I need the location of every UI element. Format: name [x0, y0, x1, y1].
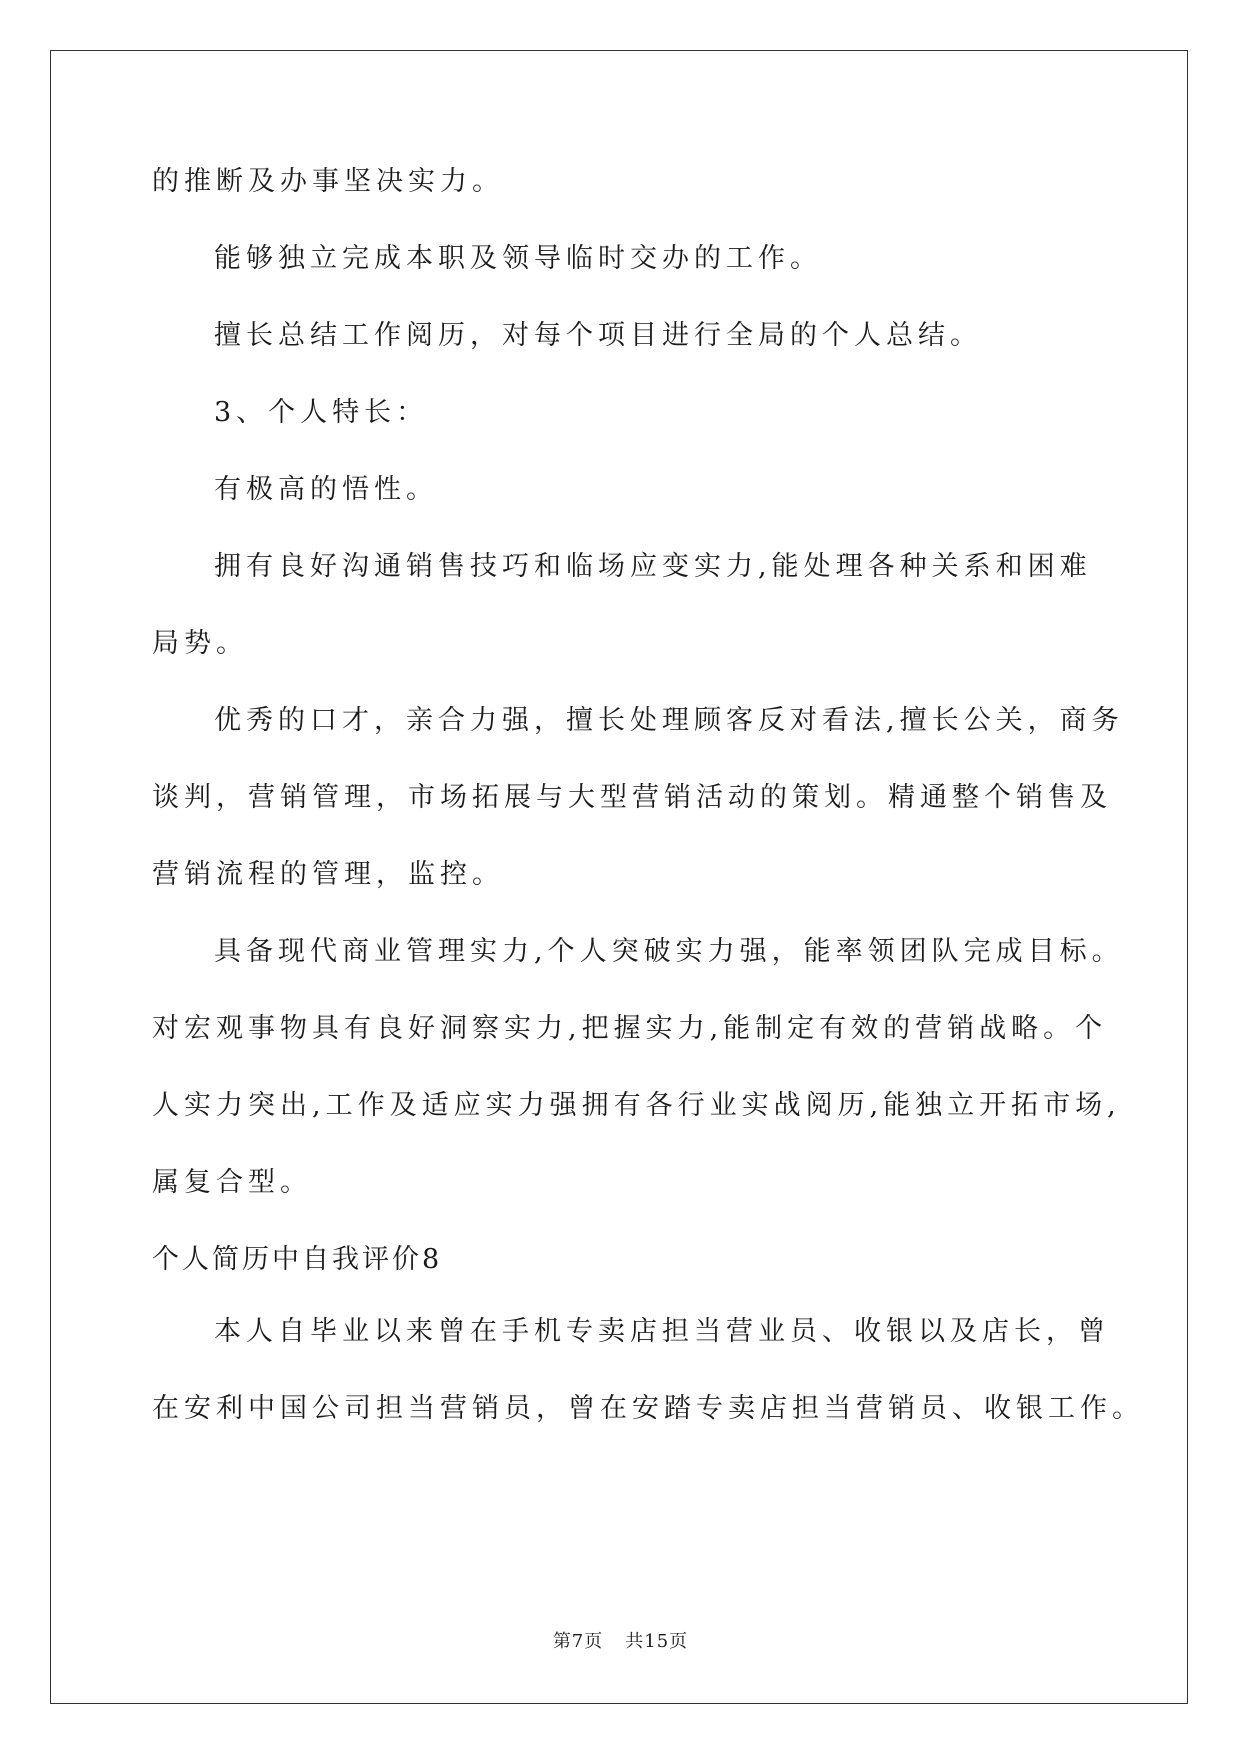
paragraph-line: 具备现代商业管理实力,个人突破实力强，能率领团队完成目标。 [214, 936, 1124, 967]
page-number: 第7页 [552, 1631, 604, 1652]
paragraph-line: 属复合型。 [152, 1167, 312, 1198]
paragraph-line: 优秀的口才，亲合力强，擅长处理顾客反对看法,擅长公关，商务 [214, 705, 1124, 736]
paragraph-line: 营销流程的管理，监控。 [152, 859, 504, 890]
paragraph-line: 有极高的悟性。 [214, 474, 438, 505]
paragraph-line: 拥有良好沟通销售技巧和临场应变实力,能处理各种关系和困难 [214, 551, 1092, 582]
paragraph-line: 本人自毕业以来曾在手机专卖店担当营业员、收银以及店长，曾 [214, 1316, 1110, 1347]
paragraph-line: 擅长总结工作阅历，对每个项目进行全局的个人总结。 [214, 320, 982, 351]
paragraph-line: 对宏观事物具有良好洞察实力,把握实力,能制定有效的营销战略。个 [152, 1013, 1108, 1044]
section-heading: 3、个人特长： [214, 397, 429, 428]
page-total: 共15页 [625, 1631, 689, 1652]
paragraph-line: 人实力突出,工作及适应实力强拥有各行业实战阅历,能独立开拓市场, [152, 1090, 1121, 1121]
document-body [152, 160, 1144, 1464]
paragraph-line: 能够独立完成本职及领导临时交办的工作。 [214, 243, 822, 274]
paragraph-line: 在安利中国公司担当营销员，曾在安踏专卖店担当营销员、收银工作。 [152, 1393, 1144, 1424]
paragraph-line: 的推断及办事坚决实力。 [152, 166, 504, 197]
page-footer [0, 1627, 1241, 1653]
document-heading: 个人简历中自我评价8 [152, 1244, 443, 1275]
paragraph-line: 局势。 [152, 628, 248, 659]
paragraph-line: 谈判，营销管理，市场拓展与大型营销活动的策划。精通整个销售及 [152, 782, 1112, 813]
